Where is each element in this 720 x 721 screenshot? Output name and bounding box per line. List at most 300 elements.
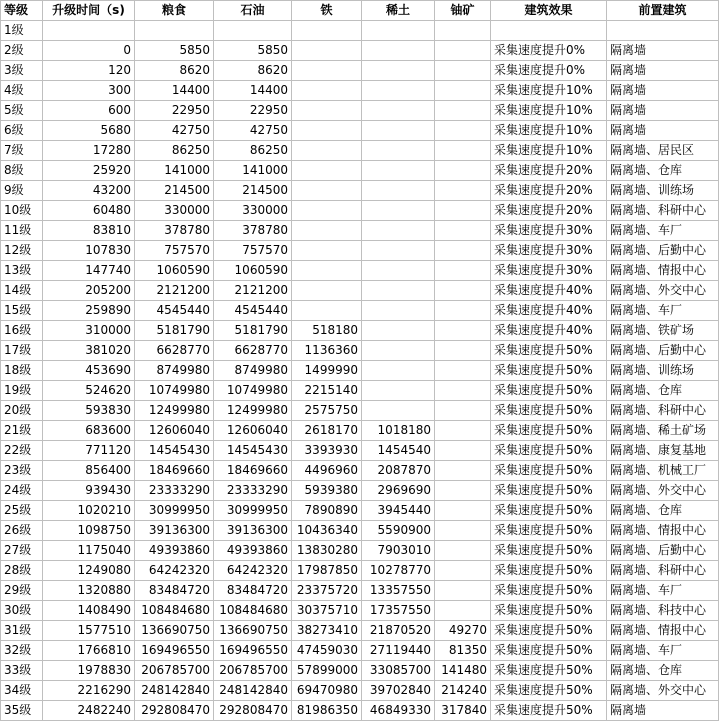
cell-food: 30999950 bbox=[135, 501, 214, 521]
table-row bbox=[1, 481, 719, 501]
cell-building-effect: 采集速度提升0% bbox=[491, 61, 607, 81]
cell-rare-earth bbox=[362, 301, 435, 321]
cell-iron: 518180 bbox=[292, 321, 362, 341]
cell-iron bbox=[292, 201, 362, 221]
cell-building-effect: 采集速度提升50% bbox=[491, 401, 607, 421]
cell-iron: 30375710 bbox=[292, 601, 362, 621]
cell-level: 3级 bbox=[1, 61, 43, 81]
cell-oil: 8749980 bbox=[214, 361, 292, 381]
cell-food: 39136300 bbox=[135, 521, 214, 541]
cell-uranium bbox=[435, 461, 491, 481]
cell-upgrade-time: 107830 bbox=[43, 241, 135, 261]
table-row bbox=[1, 161, 719, 181]
cell-oil: 14400 bbox=[214, 81, 292, 101]
cell-level: 11级 bbox=[1, 221, 43, 241]
cell-upgrade-time: 600 bbox=[43, 101, 135, 121]
cell-uranium bbox=[435, 41, 491, 61]
cell-food: 12606040 bbox=[135, 421, 214, 441]
cell-level: 15级 bbox=[1, 301, 43, 321]
cell-iron: 69470980 bbox=[292, 681, 362, 701]
cell-food: 292808470 bbox=[135, 701, 214, 721]
cell-rare-earth: 1454540 bbox=[362, 441, 435, 461]
cell-upgrade-time: 17280 bbox=[43, 141, 135, 161]
cell-level: 22级 bbox=[1, 441, 43, 461]
cell-uranium: 317840 bbox=[435, 701, 491, 721]
cell-food: 4545440 bbox=[135, 301, 214, 321]
cell-rare-earth bbox=[362, 201, 435, 221]
cell-food: 136690750 bbox=[135, 621, 214, 641]
cell-uranium bbox=[435, 361, 491, 381]
cell-uranium bbox=[435, 441, 491, 461]
table-row bbox=[1, 281, 719, 301]
cell-building-effect: 采集速度提升10% bbox=[491, 81, 607, 101]
table-header bbox=[1, 1, 719, 21]
cell-iron bbox=[292, 121, 362, 141]
cell-upgrade-time: 83810 bbox=[43, 221, 135, 241]
cell-iron bbox=[292, 81, 362, 101]
cell-upgrade-time: 1020210 bbox=[43, 501, 135, 521]
cell-uranium bbox=[435, 241, 491, 261]
cell-rare-earth: 2969690 bbox=[362, 481, 435, 501]
cell-iron: 57899000 bbox=[292, 661, 362, 681]
cell-level: 32级 bbox=[1, 641, 43, 661]
cell-building-effect: 采集速度提升50% bbox=[491, 601, 607, 621]
cell-rare-earth bbox=[362, 321, 435, 341]
cell-upgrade-time: 310000 bbox=[43, 321, 135, 341]
cell-rare-earth bbox=[362, 381, 435, 401]
cell-rare-earth: 5590900 bbox=[362, 521, 435, 541]
cell-prerequisite: 隔离墙、仓库 bbox=[607, 161, 719, 181]
cell-upgrade-time: 939430 bbox=[43, 481, 135, 501]
cell-rare-earth: 17357550 bbox=[362, 601, 435, 621]
cell-oil: 10749980 bbox=[214, 381, 292, 401]
cell-iron bbox=[292, 41, 362, 61]
cell-prerequisite: 隔离墙、外交中心 bbox=[607, 481, 719, 501]
cell-upgrade-time: 147740 bbox=[43, 261, 135, 281]
cell-upgrade-time: 25920 bbox=[43, 161, 135, 181]
cell-building-effect: 采集速度提升10% bbox=[491, 121, 607, 141]
cell-level: 23级 bbox=[1, 461, 43, 481]
cell-food: 12499980 bbox=[135, 401, 214, 421]
cell-food bbox=[135, 21, 214, 41]
cell-prerequisite: 隔离墙、车厂 bbox=[607, 221, 719, 241]
cell-oil: 2121200 bbox=[214, 281, 292, 301]
table-row bbox=[1, 81, 719, 101]
header-food: 粮食 bbox=[135, 1, 214, 21]
cell-iron: 7890890 bbox=[292, 501, 362, 521]
header-rare-earth: 稀土 bbox=[362, 1, 435, 21]
cell-uranium bbox=[435, 281, 491, 301]
cell-food: 214500 bbox=[135, 181, 214, 201]
cell-building-effect: 采集速度提升0% bbox=[491, 41, 607, 61]
cell-uranium: 49270 bbox=[435, 621, 491, 641]
cell-building-effect: 采集速度提升50% bbox=[491, 421, 607, 441]
cell-prerequisite: 隔离墙、仓库 bbox=[607, 661, 719, 681]
cell-iron bbox=[292, 241, 362, 261]
cell-uranium bbox=[435, 401, 491, 421]
cell-iron: 2215140 bbox=[292, 381, 362, 401]
cell-food: 108484680 bbox=[135, 601, 214, 621]
cell-building-effect: 采集速度提升20% bbox=[491, 181, 607, 201]
cell-uranium bbox=[435, 581, 491, 601]
cell-oil: 248142840 bbox=[214, 681, 292, 701]
cell-iron: 10436340 bbox=[292, 521, 362, 541]
cell-oil bbox=[214, 21, 292, 41]
cell-rare-earth: 27119440 bbox=[362, 641, 435, 661]
cell-rare-earth bbox=[362, 61, 435, 81]
cell-rare-earth bbox=[362, 181, 435, 201]
cell-upgrade-time: 1249080 bbox=[43, 561, 135, 581]
table-row bbox=[1, 421, 719, 441]
cell-upgrade-time: 259890 bbox=[43, 301, 135, 321]
header-row bbox=[1, 1, 719, 21]
cell-oil: 39136300 bbox=[214, 521, 292, 541]
cell-building-effect: 采集速度提升30% bbox=[491, 261, 607, 281]
cell-building-effect: 采集速度提升50% bbox=[491, 501, 607, 521]
cell-uranium bbox=[435, 501, 491, 521]
cell-prerequisite: 隔离墙 bbox=[607, 81, 719, 101]
cell-level: 19级 bbox=[1, 381, 43, 401]
cell-food: 8620 bbox=[135, 61, 214, 81]
cell-oil: 8620 bbox=[214, 61, 292, 81]
cell-iron: 1499990 bbox=[292, 361, 362, 381]
cell-rare-earth bbox=[362, 221, 435, 241]
cell-prerequisite: 隔离墙、康复基地 bbox=[607, 441, 719, 461]
cell-level: 29级 bbox=[1, 581, 43, 601]
cell-upgrade-time: 43200 bbox=[43, 181, 135, 201]
cell-prerequisite: 隔离墙、外交中心 bbox=[607, 281, 719, 301]
table-row bbox=[1, 181, 719, 201]
cell-building-effect: 采集速度提升50% bbox=[491, 561, 607, 581]
cell-uranium bbox=[435, 381, 491, 401]
cell-level: 4级 bbox=[1, 81, 43, 101]
cell-food: 49393860 bbox=[135, 541, 214, 561]
cell-oil: 1060590 bbox=[214, 261, 292, 281]
cell-prerequisite: 隔离墙、后勤中心 bbox=[607, 341, 719, 361]
cell-oil: 169496550 bbox=[214, 641, 292, 661]
cell-upgrade-time: 1320880 bbox=[43, 581, 135, 601]
cell-prerequisite: 隔离墙、科技中心 bbox=[607, 601, 719, 621]
cell-oil: 12606040 bbox=[214, 421, 292, 441]
table-row bbox=[1, 561, 719, 581]
cell-upgrade-time: 2216290 bbox=[43, 681, 135, 701]
cell-oil: 86250 bbox=[214, 141, 292, 161]
cell-prerequisite: 隔离墙、后勤中心 bbox=[607, 541, 719, 561]
cell-iron bbox=[292, 61, 362, 81]
cell-oil: 136690750 bbox=[214, 621, 292, 641]
table-row bbox=[1, 381, 719, 401]
table-row bbox=[1, 581, 719, 601]
cell-building-effect bbox=[491, 21, 607, 41]
cell-level: 20级 bbox=[1, 401, 43, 421]
cell-rare-earth bbox=[362, 261, 435, 281]
cell-oil: 23333290 bbox=[214, 481, 292, 501]
cell-rare-earth: 2087870 bbox=[362, 461, 435, 481]
cell-upgrade-time: 453690 bbox=[43, 361, 135, 381]
cell-food: 206785700 bbox=[135, 661, 214, 681]
cell-level: 24级 bbox=[1, 481, 43, 501]
cell-iron: 3393930 bbox=[292, 441, 362, 461]
cell-rare-earth bbox=[362, 21, 435, 41]
cell-building-effect: 采集速度提升50% bbox=[491, 701, 607, 721]
cell-upgrade-time: 1408490 bbox=[43, 601, 135, 621]
cell-iron bbox=[292, 161, 362, 181]
cell-food: 8749980 bbox=[135, 361, 214, 381]
table-row bbox=[1, 521, 719, 541]
cell-prerequisite: 隔离墙、车厂 bbox=[607, 301, 719, 321]
cell-prerequisite bbox=[607, 21, 719, 41]
cell-level: 8级 bbox=[1, 161, 43, 181]
cell-rare-earth: 33085700 bbox=[362, 661, 435, 681]
cell-oil: 141000 bbox=[214, 161, 292, 181]
cell-food: 10749980 bbox=[135, 381, 214, 401]
table-body bbox=[1, 21, 719, 721]
table-row bbox=[1, 641, 719, 661]
cell-upgrade-time: 120 bbox=[43, 61, 135, 81]
cell-rare-earth: 46849330 bbox=[362, 701, 435, 721]
header-prerequisite: 前置建筑 bbox=[607, 1, 719, 21]
cell-rare-earth: 13357550 bbox=[362, 581, 435, 601]
cell-building-effect: 采集速度提升10% bbox=[491, 141, 607, 161]
cell-level: 13级 bbox=[1, 261, 43, 281]
cell-iron: 2575750 bbox=[292, 401, 362, 421]
cell-uranium bbox=[435, 141, 491, 161]
cell-iron bbox=[292, 261, 362, 281]
cell-uranium bbox=[435, 541, 491, 561]
cell-prerequisite: 隔离墙、科研中心 bbox=[607, 201, 719, 221]
cell-upgrade-time: 205200 bbox=[43, 281, 135, 301]
table-row bbox=[1, 261, 719, 281]
table-row bbox=[1, 321, 719, 341]
cell-uranium bbox=[435, 121, 491, 141]
cell-level: 2级 bbox=[1, 41, 43, 61]
cell-uranium bbox=[435, 301, 491, 321]
cell-level: 9级 bbox=[1, 181, 43, 201]
cell-upgrade-time: 381020 bbox=[43, 341, 135, 361]
cell-uranium: 141480 bbox=[435, 661, 491, 681]
cell-prerequisite: 隔离墙、科研中心 bbox=[607, 401, 719, 421]
cell-prerequisite: 隔离墙、情报中心 bbox=[607, 521, 719, 541]
cell-uranium bbox=[435, 221, 491, 241]
cell-building-effect: 采集速度提升50% bbox=[491, 481, 607, 501]
cell-level: 7级 bbox=[1, 141, 43, 161]
cell-food: 6628770 bbox=[135, 341, 214, 361]
cell-building-effect: 采集速度提升50% bbox=[491, 381, 607, 401]
cell-building-effect: 采集速度提升50% bbox=[491, 621, 607, 641]
cell-prerequisite: 隔离墙、训练场 bbox=[607, 181, 719, 201]
table-row bbox=[1, 341, 719, 361]
cell-food: 23333290 bbox=[135, 481, 214, 501]
cell-prerequisite: 隔离墙、科研中心 bbox=[607, 561, 719, 581]
cell-uranium bbox=[435, 81, 491, 101]
cell-food: 378780 bbox=[135, 221, 214, 241]
cell-oil: 22950 bbox=[214, 101, 292, 121]
cell-iron bbox=[292, 301, 362, 321]
table-row bbox=[1, 501, 719, 521]
cell-level: 18级 bbox=[1, 361, 43, 381]
cell-level: 28级 bbox=[1, 561, 43, 581]
cell-rare-earth: 21870520 bbox=[362, 621, 435, 641]
cell-level: 26级 bbox=[1, 521, 43, 541]
cell-upgrade-time: 593830 bbox=[43, 401, 135, 421]
table-row bbox=[1, 21, 719, 41]
cell-level: 25级 bbox=[1, 501, 43, 521]
table-row bbox=[1, 681, 719, 701]
cell-upgrade-time: 60480 bbox=[43, 201, 135, 221]
cell-food: 141000 bbox=[135, 161, 214, 181]
cell-iron: 5939380 bbox=[292, 481, 362, 501]
cell-iron: 4496960 bbox=[292, 461, 362, 481]
table-row bbox=[1, 141, 719, 161]
cell-iron: 13830280 bbox=[292, 541, 362, 561]
cell-oil: 30999950 bbox=[214, 501, 292, 521]
cell-prerequisite: 隔离墙、机械工厂 bbox=[607, 461, 719, 481]
table-row bbox=[1, 221, 719, 241]
cell-uranium bbox=[435, 321, 491, 341]
table-row bbox=[1, 621, 719, 641]
cell-rare-earth: 1018180 bbox=[362, 421, 435, 441]
cell-upgrade-time: 1175040 bbox=[43, 541, 135, 561]
cell-food: 330000 bbox=[135, 201, 214, 221]
header-oil: 石油 bbox=[214, 1, 292, 21]
cell-upgrade-time: 1098750 bbox=[43, 521, 135, 541]
table-row bbox=[1, 61, 719, 81]
cell-uranium bbox=[435, 561, 491, 581]
cell-iron: 38273410 bbox=[292, 621, 362, 641]
cell-oil: 6628770 bbox=[214, 341, 292, 361]
cell-uranium bbox=[435, 481, 491, 501]
cell-upgrade-time: 2482240 bbox=[43, 701, 135, 721]
cell-oil: 83484720 bbox=[214, 581, 292, 601]
cell-prerequisite: 隔离墙、居民区 bbox=[607, 141, 719, 161]
cell-rare-earth bbox=[362, 241, 435, 261]
cell-oil: 42750 bbox=[214, 121, 292, 141]
cell-uranium bbox=[435, 601, 491, 621]
cell-upgrade-time bbox=[43, 21, 135, 41]
cell-upgrade-time: 1577510 bbox=[43, 621, 135, 641]
cell-uranium bbox=[435, 341, 491, 361]
table-row bbox=[1, 241, 719, 261]
cell-uranium bbox=[435, 201, 491, 221]
cell-prerequisite: 隔离墙 bbox=[607, 41, 719, 61]
table-row bbox=[1, 121, 719, 141]
cell-oil: 108484680 bbox=[214, 601, 292, 621]
cell-level: 5级 bbox=[1, 101, 43, 121]
cell-building-effect: 采集速度提升20% bbox=[491, 201, 607, 221]
cell-prerequisite: 隔离墙、铁矿场 bbox=[607, 321, 719, 341]
cell-building-effect: 采集速度提升20% bbox=[491, 161, 607, 181]
cell-upgrade-time: 856400 bbox=[43, 461, 135, 481]
table-row bbox=[1, 461, 719, 481]
cell-rare-earth bbox=[362, 401, 435, 421]
cell-food: 248142840 bbox=[135, 681, 214, 701]
cell-prerequisite: 隔离墙、情报中心 bbox=[607, 261, 719, 281]
cell-oil: 14545430 bbox=[214, 441, 292, 461]
cell-rare-earth bbox=[362, 361, 435, 381]
cell-iron: 2618170 bbox=[292, 421, 362, 441]
cell-food: 2121200 bbox=[135, 281, 214, 301]
cell-uranium bbox=[435, 161, 491, 181]
cell-prerequisite: 隔离墙、车厂 bbox=[607, 641, 719, 661]
cell-upgrade-time: 683600 bbox=[43, 421, 135, 441]
cell-building-effect: 采集速度提升50% bbox=[491, 581, 607, 601]
cell-level: 35级 bbox=[1, 701, 43, 721]
table-row bbox=[1, 661, 719, 681]
cell-building-effect: 采集速度提升50% bbox=[491, 461, 607, 481]
cell-rare-earth bbox=[362, 101, 435, 121]
table-row bbox=[1, 441, 719, 461]
cell-iron bbox=[292, 221, 362, 241]
cell-prerequisite: 隔离墙 bbox=[607, 101, 719, 121]
cell-building-effect: 采集速度提升50% bbox=[491, 521, 607, 541]
cell-food: 5850 bbox=[135, 41, 214, 61]
cell-building-effect: 采集速度提升40% bbox=[491, 301, 607, 321]
cell-food: 14545430 bbox=[135, 441, 214, 461]
table-row bbox=[1, 541, 719, 561]
cell-iron bbox=[292, 141, 362, 161]
cell-oil: 5181790 bbox=[214, 321, 292, 341]
cell-level: 27级 bbox=[1, 541, 43, 561]
cell-building-effect: 采集速度提升50% bbox=[491, 661, 607, 681]
header-iron: 铁 bbox=[292, 1, 362, 21]
cell-level: 33级 bbox=[1, 661, 43, 681]
cell-uranium bbox=[435, 421, 491, 441]
cell-building-effect: 采集速度提升10% bbox=[491, 101, 607, 121]
cell-rare-earth bbox=[362, 81, 435, 101]
cell-building-effect: 采集速度提升30% bbox=[491, 241, 607, 261]
cell-food: 42750 bbox=[135, 121, 214, 141]
header-level: 等级 bbox=[1, 1, 43, 21]
table-row bbox=[1, 301, 719, 321]
cell-prerequisite: 隔离墙 bbox=[607, 61, 719, 81]
cell-oil: 206785700 bbox=[214, 661, 292, 681]
cell-food: 757570 bbox=[135, 241, 214, 261]
cell-uranium bbox=[435, 521, 491, 541]
cell-level: 1级 bbox=[1, 21, 43, 41]
cell-iron bbox=[292, 101, 362, 121]
header-uranium: 铀矿 bbox=[435, 1, 491, 21]
cell-upgrade-time: 1978830 bbox=[43, 661, 135, 681]
cell-rare-earth: 3945440 bbox=[362, 501, 435, 521]
cell-oil: 757570 bbox=[214, 241, 292, 261]
cell-rare-earth bbox=[362, 41, 435, 61]
cell-food: 64242320 bbox=[135, 561, 214, 581]
cell-rare-earth: 7903010 bbox=[362, 541, 435, 561]
cell-oil: 5850 bbox=[214, 41, 292, 61]
cell-iron: 1136360 bbox=[292, 341, 362, 361]
cell-food: 1060590 bbox=[135, 261, 214, 281]
cell-upgrade-time: 1766810 bbox=[43, 641, 135, 661]
cell-food: 86250 bbox=[135, 141, 214, 161]
cell-level: 30级 bbox=[1, 601, 43, 621]
cell-prerequisite: 隔离墙、训练场 bbox=[607, 361, 719, 381]
table-row bbox=[1, 601, 719, 621]
table-row bbox=[1, 401, 719, 421]
table-row bbox=[1, 41, 719, 61]
cell-building-effect: 采集速度提升50% bbox=[491, 541, 607, 561]
cell-food: 14400 bbox=[135, 81, 214, 101]
cell-level: 12级 bbox=[1, 241, 43, 261]
cell-food: 83484720 bbox=[135, 581, 214, 601]
cell-upgrade-time: 524620 bbox=[43, 381, 135, 401]
cell-building-effect: 采集速度提升50% bbox=[491, 361, 607, 381]
cell-food: 18469660 bbox=[135, 461, 214, 481]
cell-oil: 330000 bbox=[214, 201, 292, 221]
cell-building-effect: 采集速度提升50% bbox=[491, 641, 607, 661]
cell-oil: 12499980 bbox=[214, 401, 292, 421]
cell-oil: 4545440 bbox=[214, 301, 292, 321]
cell-level: 16级 bbox=[1, 321, 43, 341]
